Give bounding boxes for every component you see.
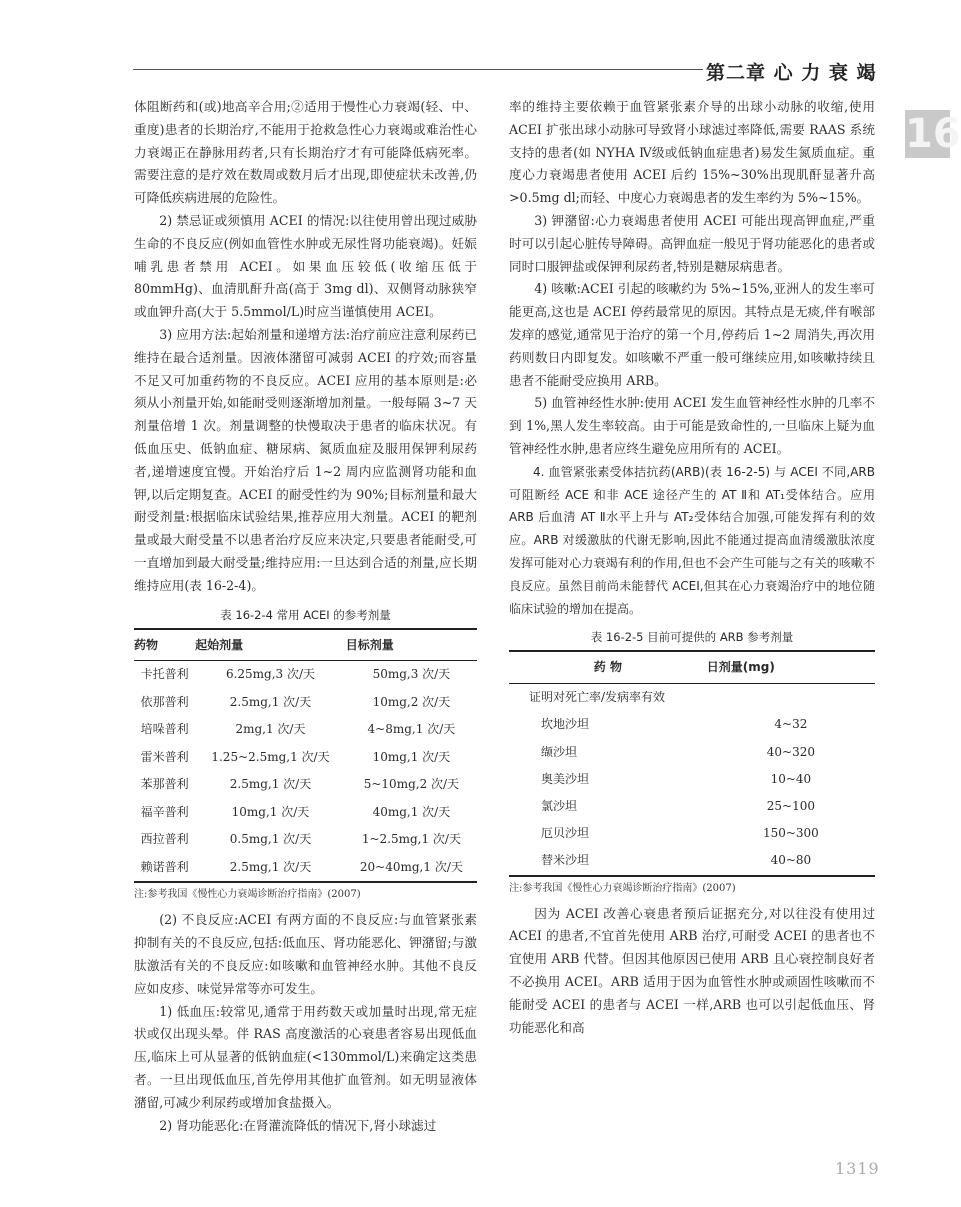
arb-dose-table [509,650,875,876]
table-cell: 依那普利 [140,694,189,709]
table-cell: 坎地沙坦 [541,717,590,732]
table-cell: 5~10mg,2 次/天 [363,777,460,792]
table-row [134,826,477,854]
chapter-tab: 16 [905,111,961,157]
paragraph: 2) 肾功能恶化:在肾灌流降低的情况下,肾小球滤过 [159,1117,437,1133]
right-column [509,96,875,1039]
table-note: 注:参考我国《慢性心力衰竭诊断治疗指南》(2007) [509,882,736,894]
column-header: 药 物 [509,651,707,683]
table-row [134,716,477,744]
table-cell: 缬沙坦 [541,744,578,759]
table-cell: 2.5mg,1 次/天 [195,854,346,883]
table-cell: 40~320 [766,744,815,759]
table-cell: 奥美沙坦 [541,771,590,786]
table-header-row [509,651,875,683]
table-row [134,771,477,799]
table-row [509,711,875,738]
table-cell: 20~40mg,1 次/天 [346,854,477,883]
paragraph: (2) 不良反应:ACEI 有两方面的不良反应:与血管紧张素抑制有关的不良反应,包括:低血压、肾功能恶化、钾潴留;与激肽激活有关的不良反应:如咳嗽和血管神经水肿。其他不良反应如皮疹、味觉异常等亦可发生。 [134,912,477,996]
table-cell: 40mg,1 次/天 [372,804,451,819]
paragraph: 3) 应用方法:起始剂量和递增方法:治疗前应注意利尿药已维持在最合适剂量。因液体潴留可减弱 ACEI 的疗效;而容量不足又可加重药物的不良反应。ACEI 应用的基本原则是:必须从小剂量开始,如能耐受则逐渐增加剂量。一般每隔 3~7 天剂量倍增 1 次。剂量调整的快慢取决于患者的临床状况。有低血压史、低钠血症、糖尿病、氮质血症及服用保钾利尿药者,递增速度宜慢。开始治疗后 1~2 周内应监测肾功能和血钾,以后定期复查。ACEI 的耐受性约为 90%;目标剂量和最大耐受剂量:根据临床试验结果,推荐应用大剂量。ACEI 的靶剂量或最大耐受量不以患者治疗反应来决定,只要患者能耐受,可一直增加到最大耐受量;维持应用:一旦达到合适的剂量,应长期维持应用(表 16-2-4)。 [134,326,477,593]
paragraph: 1) 低血压:较常见,通常于用药数天或加量时出现,常无症状或仅出现头晕。伴 RAS 高度激活的心衰患者容易出现低血压,临床上可从显著的低钠血症(<130mmol/L)来确定这类患者。一旦出现低血压,首先停用其他扩血管剂。如无明显液体潴留,可减少利尿药或增加食盐摄入。 [134,1003,477,1110]
left-column [134,96,477,1137]
table-cell: 50mg,3 次/天 [372,667,451,682]
column-header: 日剂量(mg) [707,651,875,683]
paragraph: 2) 禁忌证或须慎用 ACEI 的情况:以往使用曾出现过威胁生命的不良反应(例如血管性水肿或无尿性肾功能衰竭)。妊娠哺乳患者禁用 ACEI。如果血压较低(收缩压低于 80mmHg)、血清肌酐升高(高于 3mg dl)、双侧肾动脉狭窄或血钾升高(大于 5.5mmol/L)时应当谨慎使用 ACEI。 [134,212,477,320]
table-row [509,766,875,793]
table-row [134,854,477,883]
table-cell: 苯那普利 [140,777,189,792]
table-cell: 0.5mg,1 次/天 [229,832,312,847]
section-paragraph: 4. 血管紧张素受体拮抗药(ARB)(表 16-2-5) 与 ACEI 不同,ARB 可阻断经 ACE 和非 ACE 途径产生的 AT Ⅱ和 AT₁受体结合。应用 ARB 后血清 AT Ⅱ水平上升与 AT₂受体结合加强,可能发挥有利的效应。ARB 对缓激肽的代谢无影响,因此不能通过提高血清缓激肽浓度发挥可能对心力衰竭有利的作用,但也不会产生可能与之有关的咳嗽不良反应。虽然目前尚未能替代 ACEI,但其在心力衰竭治疗中的地位随临床试验的增加在提高。 [509,464,875,616]
table-cell: 40~80 [707,847,875,875]
paragraph: 3) 钾潴留:心力衰竭患者使用 ACEI 可能出现高钾血症,严重时可以引起心脏传导障碍。高钾血症一般见于肾功能恶化的患者或同时口服钾盐或保钾利尿药者,特别是糖尿病患者。 [509,212,875,274]
table-row [134,744,477,772]
table-header-row [134,629,477,661]
table-cell: 西拉普利 [140,832,189,847]
table-cell: 10mg,1 次/天 [372,749,451,764]
table-cell: 2mg,1 次/天 [235,722,306,737]
table-cell: 150~300 [762,826,819,841]
table-cell: 2.5mg,1 次/天 [229,694,312,709]
table-title: 表 16-2-5 目前可提供的 ARB 参考剂量 [590,630,794,645]
table-row [134,799,477,827]
chapter-title: 第二章 心 力 衰 竭 [706,62,877,84]
table-cell: 6.25mg,3 次/天 [225,667,316,682]
paragraph: 4) 咳嗽:ACEI 引起的咳嗽约为 5%~15%,亚洲人的发生率可能更高,这也是 ACEI 停药最常见的原因。其特点是无痰,伴有喉部发痒的感觉,通常见于治疗的第一个月,停药后 1~2 周消失,再次用药则数日内即复发。如咳嗽不严重一般可继续应用,如咳嗽持续且患者不能耐受应换用 ARB。 [509,281,875,388]
table-row [509,739,875,766]
table-cell: 培哚普利 [140,722,189,737]
table-cell: 氯沙坦 [541,798,578,813]
column-header: 目标剂量 [346,629,477,661]
table-cell: 1.25~2.5mg,1 次/天 [211,749,330,764]
column-header: 药物 [134,629,195,661]
table-row [509,820,875,847]
table-note: 注:参考我国《慢性心力衰竭诊断治疗指南》(2007) [134,889,361,901]
table-cell: 厄贝沙坦 [541,826,590,841]
table-cell: 10~40 [770,771,812,786]
paragraph: 率的维持主要依赖于血管紧张素介导的出球小动脉的收缩,使用 ACEI 扩张出球小动脉可导致肾小球滤过率降低,需要 RAAS 系统支持的患者(如 NYHA Ⅳ级或低钠血症患者)易发生氮质血症。重度心力衰竭患者使用 ACEI 后约 15%~30%出现肌酐显著升高>0.5mg dl;而轻、中度心力衰竭患者的发生率约为 5%~15%。 [509,99,875,206]
acei-dose-table [134,628,477,884]
table-cell: 赖诺普利 [134,854,195,883]
header-rule [133,69,703,70]
table-cell: 4~32 [774,717,808,732]
paragraph: 体阻断药和(或)地高辛合用;②适用于慢性心力衰竭(轻、中、重度)患者的长期治疗,不能用于抢救急性心力衰竭或难治性心力衰竭正在静脉用药者,只有长期治疗才有可能降低病死率。需要注意的是疗效在数周或数月后才出现,即使症状未改善,仍可降低疾病进展的危险性。 [134,99,477,206]
table-cell: 25~100 [766,798,815,813]
table-cell: 2.5mg,1 次/天 [229,777,312,792]
table-group-row [509,684,875,712]
table-row [134,661,477,689]
table-group-label: 证明对死亡率/发病率有效 [529,690,666,705]
page-number: 1319 [835,1159,880,1178]
paragraph: 因为 ACEI 改善心衰患者预后证据充分,对以往没有使用过 ACEI 的患者,不宜首先使用 ARB 治疗,可耐受 ACEI 的患者也不宜使用 ARB 代替。但因其他原因已使用 ARB 且心衰控制良好者不必换用 ACEI。ARB 适用于因为血管性水肿或顽固性咳嗽而不能耐受 ACEI 的患者与 ACEI 一样,ARB 也可以引起低血压、肾功能恶化和高 [509,905,875,1035]
table-cell: 10mg,2 次/天 [372,694,451,709]
table-title: 表 16-2-4 常用 ACEI 的参考剂量 [220,607,391,622]
table-row [509,793,875,820]
table-cell: 4~8mg,1 次/天 [367,722,456,737]
column-header: 起始剂量 [195,629,346,661]
paragraph: 5) 血管神经性水肿:使用 ACEI 发生血管神经性水肿的几率不到 1%,黑人发生率较高。由于可能是致命性的,一旦临床上疑为血管神经性水肿,患者应终生避免应用所有的 ACEI。 [509,395,875,456]
table-row [509,847,875,875]
table-cell: 1~2.5mg,1 次/天 [361,832,461,847]
table-cell: 卡托普利 [140,667,189,682]
table-cell: 福辛普利 [140,804,189,819]
table-cell: 雷米普利 [140,749,189,764]
table-cell: 替米沙坦 [509,847,707,875]
table-row [134,689,477,717]
table-cell: 10mg,1 次/天 [231,804,310,819]
